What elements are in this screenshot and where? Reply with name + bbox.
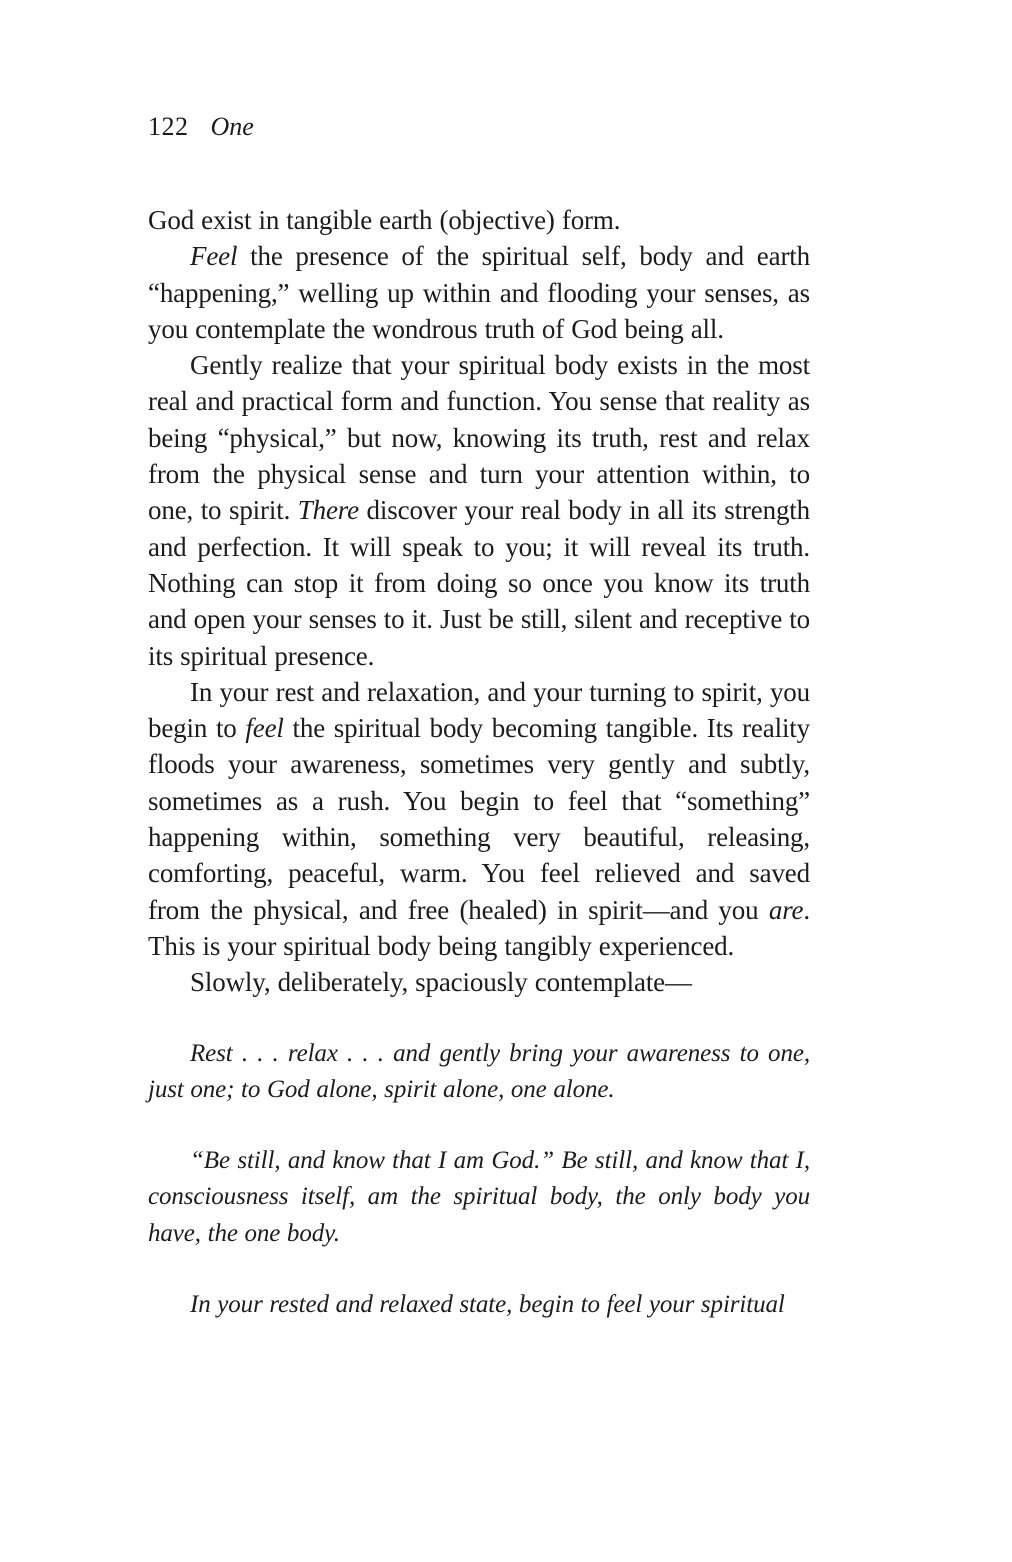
- italic-text-run: feel: [245, 713, 284, 744]
- quote-paragraph: [148, 1036, 810, 1109]
- text-block: [148, 202, 810, 1323]
- text-run: Gently realize that your spiritual body exists in the most real and practical form and function. You sense that reality as being “physical,” but now, knowing its truth, rest and relax from the physical sense and turn your attention within, to one, to spirit.: [148, 350, 810, 526]
- italic-text-run: There: [297, 495, 359, 526]
- page-header: [148, 112, 810, 142]
- italic-text-run: Rest . . . relax . . . and gently bring your awareness to one, just one; to God alone, spirit alone, one alone.: [148, 1039, 810, 1103]
- body-paragraph: [148, 202, 810, 238]
- quote-paragraph: [148, 1143, 810, 1252]
- chapter-title: One: [210, 112, 254, 141]
- italic-text-run: Feel: [190, 241, 238, 272]
- body-paragraph: [148, 964, 810, 1000]
- text-run: the presence of the spiritual self, body and earth “happening,” welling up within and flooding your senses, as you contemplate the wondrous truth of God being all.: [148, 241, 810, 344]
- text-run: the spiritual body becoming tangible. Its reality floods your awareness, sometimes very gently and subtly, sometimes as a rush. You begin to feel that “something” happening within, something very beautiful, releasing, comforting, peaceful, warm. You feel relieved and saved from the physical, and free (healed) in spirit—and you: [148, 713, 810, 925]
- body-paragraph: [148, 674, 810, 964]
- body-paragraph: [148, 347, 810, 674]
- quote-paragraph: [148, 1287, 810, 1323]
- text-run: Slowly, deliberately, spaciously contemplate—: [190, 967, 692, 998]
- text-run: discover your real body in all its strength and perfection. It will speak to you; it will reveal its truth. Nothing can stop it from doing so once you know its truth and open your senses to it. Just be still, silent and receptive to its spiritual presence.: [148, 495, 810, 671]
- italic-text-run: In your rested and relaxed state, begin to feel your spiritual: [190, 1291, 785, 1319]
- page-number: 122: [148, 112, 189, 141]
- text-run: God exist in tangible earth (objective) form.: [148, 205, 621, 235]
- text-run: In your rest and relaxation, and your turning to spirit, you begin to: [148, 676, 810, 744]
- body-paragraph: [148, 238, 810, 347]
- text-run: . This is your spiritual body being tangibly experienced.: [148, 894, 810, 961]
- italic-text-run: are: [768, 894, 804, 925]
- italic-text-run: “Be still, and know that I am God.” Be still, and know that I, consciousness itself, am the spiritual body, the only body you have, the one body.: [148, 1147, 810, 1247]
